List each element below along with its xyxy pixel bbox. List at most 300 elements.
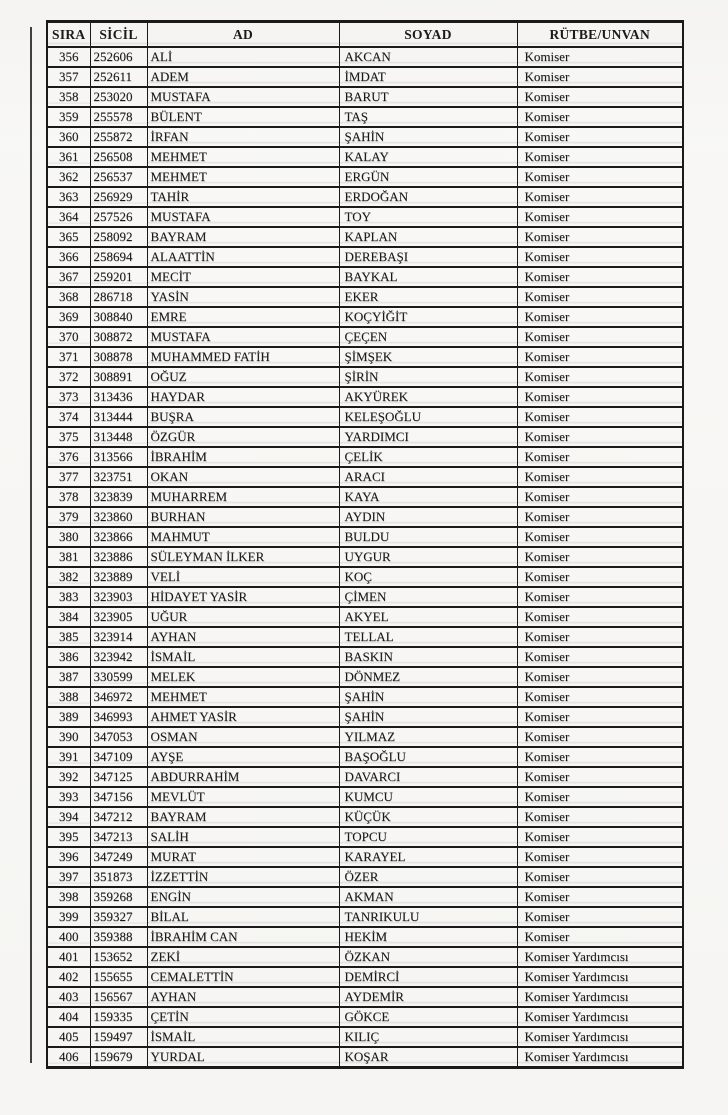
cell-ad: ALAATTİN <box>147 247 339 267</box>
cell-soyad: AKMAN <box>339 887 517 907</box>
cell-rank: Komiser <box>517 107 683 127</box>
cell-soyad: ŞİRİN <box>339 367 517 387</box>
cell-soyad: KOÇYİĞİT <box>339 307 517 327</box>
cell-rank: Komiser Yardımcısı <box>517 1047 683 1068</box>
table-row <box>47 487 683 507</box>
column-header-sira: SIRA <box>47 22 90 48</box>
cell-sicil: 258694 <box>90 247 147 267</box>
cell-soyad: AYDEMİR <box>339 987 517 1007</box>
cell-ad: ABDURRAHİM <box>147 767 339 787</box>
cell-sicil: 313448 <box>90 427 147 447</box>
cell-ad: UĞUR <box>147 607 339 627</box>
cell-sicil: 359388 <box>90 927 147 947</box>
cell-sicil: 308840 <box>90 307 147 327</box>
cell-sicil: 259201 <box>90 267 147 287</box>
cell-sira: 370 <box>47 327 90 347</box>
cell-soyad: ŞAHİN <box>339 687 517 707</box>
cell-rank: Komiser <box>517 207 683 227</box>
cell-soyad: KARAYEL <box>339 847 517 867</box>
cell-rank: Komiser <box>517 147 683 167</box>
cell-soyad: ERDOĞAN <box>339 187 517 207</box>
cell-sira: 373 <box>47 387 90 407</box>
cell-sicil: 159679 <box>90 1047 147 1068</box>
table-row <box>47 567 683 587</box>
cell-ad: MEHMET <box>147 167 339 187</box>
cell-ad: AYŞE <box>147 747 339 767</box>
cell-rank: Komiser <box>517 707 683 727</box>
cell-ad: OKAN <box>147 467 339 487</box>
cell-ad: BUŞRA <box>147 407 339 427</box>
cell-rank: Komiser <box>517 867 683 887</box>
cell-sicil: 323914 <box>90 627 147 647</box>
cell-sicil: 252606 <box>90 47 147 67</box>
table-row <box>47 847 683 867</box>
cell-sicil: 347156 <box>90 787 147 807</box>
cell-rank: Komiser <box>517 247 683 267</box>
cell-sira: 402 <box>47 967 90 987</box>
cell-rank: Komiser <box>517 847 683 867</box>
table-row <box>47 527 683 547</box>
cell-rank: Komiser <box>517 807 683 827</box>
cell-rank: Komiser <box>517 387 683 407</box>
cell-rank: Komiser <box>517 587 683 607</box>
table-row <box>47 367 683 387</box>
table-row <box>47 167 683 187</box>
cell-sicil: 323839 <box>90 487 147 507</box>
table-row <box>47 387 683 407</box>
cell-soyad: ÇİMEN <box>339 587 517 607</box>
cell-ad: BİLAL <box>147 907 339 927</box>
cell-sicil: 347125 <box>90 767 147 787</box>
cell-sira: 396 <box>47 847 90 867</box>
cell-rank: Komiser <box>517 487 683 507</box>
cell-sira: 371 <box>47 347 90 367</box>
cell-rank: Komiser Yardımcısı <box>517 947 683 967</box>
table-row <box>47 867 683 887</box>
cell-rank: Komiser <box>517 687 683 707</box>
cell-rank: Komiser <box>517 607 683 627</box>
cell-soyad: ŞİMŞEK <box>339 347 517 367</box>
cell-rank: Komiser <box>517 507 683 527</box>
cell-soyad: ŞAHİN <box>339 127 517 147</box>
table-row <box>47 507 683 527</box>
table-row <box>47 967 683 987</box>
cell-ad: YASİN <box>147 287 339 307</box>
cell-ad: CEMALETTİN <box>147 967 339 987</box>
table-row <box>47 807 683 827</box>
cell-sicil: 347053 <box>90 727 147 747</box>
cell-soyad: KÜÇÜK <box>339 807 517 827</box>
cell-sicil: 156567 <box>90 987 147 1007</box>
table-row <box>47 947 683 967</box>
cell-soyad: BAYKAL <box>339 267 517 287</box>
cell-sira: 398 <box>47 887 90 907</box>
cell-soyad: YILMAZ <box>339 727 517 747</box>
cell-ad: İBRAHİM <box>147 447 339 467</box>
cell-sicil: 253020 <box>90 87 147 107</box>
cell-sira: 362 <box>47 167 90 187</box>
cell-ad: MUSTAFA <box>147 327 339 347</box>
cell-sira: 378 <box>47 487 90 507</box>
table-row <box>47 707 683 727</box>
cell-soyad: DÖNMEZ <box>339 667 517 687</box>
table-body <box>47 47 683 1068</box>
cell-ad: TAHİR <box>147 187 339 207</box>
cell-ad: YURDAL <box>147 1047 339 1068</box>
cell-sicil: 323903 <box>90 587 147 607</box>
cell-sira: 356 <box>47 47 90 67</box>
cell-sicil: 308872 <box>90 327 147 347</box>
table-row <box>47 327 683 347</box>
cell-rank: Komiser <box>517 127 683 147</box>
table-row <box>47 107 683 127</box>
cell-ad: İZZETTİN <box>147 867 339 887</box>
cell-rank: Komiser Yardımcısı <box>517 1027 683 1047</box>
cell-rank: Komiser <box>517 307 683 327</box>
cell-soyad: TANRIKULU <box>339 907 517 927</box>
cell-soyad: ŞAHİN <box>339 707 517 727</box>
cell-sira: 392 <box>47 767 90 787</box>
cell-sira: 403 <box>47 987 90 1007</box>
cell-sira: 382 <box>47 567 90 587</box>
cell-ad: BURHAN <box>147 507 339 527</box>
cell-ad: MAHMUT <box>147 527 339 547</box>
table-row <box>47 147 683 167</box>
cell-rank: Komiser <box>517 287 683 307</box>
cell-sicil: 286718 <box>90 287 147 307</box>
cell-soyad: DAVARCI <box>339 767 517 787</box>
table-row <box>47 87 683 107</box>
cell-soyad: TELLAL <box>339 627 517 647</box>
cell-rank: Komiser <box>517 347 683 367</box>
cell-soyad: KILIÇ <box>339 1027 517 1047</box>
cell-sira: 376 <box>47 447 90 467</box>
cell-sira: 391 <box>47 747 90 767</box>
table-row <box>47 1007 683 1027</box>
table-row <box>47 907 683 927</box>
table-row <box>47 1047 683 1068</box>
cell-ad: MECİT <box>147 267 339 287</box>
cell-sicil: 347109 <box>90 747 147 767</box>
cell-soyad: HEKİM <box>339 927 517 947</box>
cell-sicil: 153652 <box>90 947 147 967</box>
cell-rank: Komiser <box>517 327 683 347</box>
cell-ad: MEHMET <box>147 147 339 167</box>
cell-sicil: 323905 <box>90 607 147 627</box>
cell-sicil: 359268 <box>90 887 147 907</box>
cell-sira: 375 <box>47 427 90 447</box>
cell-sira: 357 <box>47 67 90 87</box>
table-row <box>47 767 683 787</box>
cell-ad: MEHMET <box>147 687 339 707</box>
cell-rank: Komiser <box>517 87 683 107</box>
scan-edge-artifact-line <box>30 27 32 1063</box>
cell-sicil: 359327 <box>90 907 147 927</box>
cell-sicil: 323889 <box>90 567 147 587</box>
cell-sira: 385 <box>47 627 90 647</box>
table-row <box>47 747 683 767</box>
cell-sicil: 323751 <box>90 467 147 487</box>
cell-sira: 372 <box>47 367 90 387</box>
table-row <box>47 447 683 467</box>
cell-soyad: KAPLAN <box>339 227 517 247</box>
cell-rank: Komiser Yardımcısı <box>517 1007 683 1027</box>
personnel-table <box>46 20 684 1069</box>
cell-rank: Komiser <box>517 767 683 787</box>
cell-rank: Komiser <box>517 627 683 647</box>
cell-rank: Komiser <box>517 187 683 207</box>
cell-soyad: ARACI <box>339 467 517 487</box>
cell-rank: Komiser <box>517 267 683 287</box>
cell-ad: SALİH <box>147 827 339 847</box>
cell-sicil: 159497 <box>90 1027 147 1047</box>
cell-soyad: ÖZKAN <box>339 947 517 967</box>
cell-soyad: BAŞOĞLU <box>339 747 517 767</box>
table-row <box>47 407 683 427</box>
cell-rank: Komiser <box>517 47 683 67</box>
cell-soyad: KELEŞOĞLU <box>339 407 517 427</box>
table-row <box>47 307 683 327</box>
cell-sicil: 323886 <box>90 547 147 567</box>
table-row <box>47 47 683 67</box>
cell-sira: 381 <box>47 547 90 567</box>
cell-soyad: DEREBAŞI <box>339 247 517 267</box>
cell-ad: AHMET YASİR <box>147 707 339 727</box>
column-header-soyad: SOYAD <box>339 22 517 48</box>
table-row <box>47 247 683 267</box>
cell-sira: 358 <box>47 87 90 107</box>
cell-sira: 374 <box>47 407 90 427</box>
cell-soyad: ÇEÇEN <box>339 327 517 347</box>
cell-soyad: AKCAN <box>339 47 517 67</box>
cell-sira: 380 <box>47 527 90 547</box>
cell-sira: 388 <box>47 687 90 707</box>
cell-soyad: KOŞAR <box>339 1047 517 1068</box>
cell-ad: ENGİN <box>147 887 339 907</box>
cell-sicil: 347249 <box>90 847 147 867</box>
cell-soyad: İMDAT <box>339 67 517 87</box>
cell-ad: MUHAMMED FATİH <box>147 347 339 367</box>
cell-soyad: KAYA <box>339 487 517 507</box>
cell-sira: 387 <box>47 667 90 687</box>
cell-rank: Komiser <box>517 227 683 247</box>
cell-rank: Komiser <box>517 427 683 447</box>
cell-sira: 360 <box>47 127 90 147</box>
cell-soyad: ERGÜN <box>339 167 517 187</box>
cell-sira: 366 <box>47 247 90 267</box>
cell-sicil: 255872 <box>90 127 147 147</box>
cell-ad: AYHAN <box>147 627 339 647</box>
column-header-rutbe: RÜTBE/UNVAN <box>517 22 683 48</box>
table-row <box>47 267 683 287</box>
cell-sira: 397 <box>47 867 90 887</box>
cell-sira: 406 <box>47 1047 90 1068</box>
cell-ad: MUSTAFA <box>147 87 339 107</box>
cell-rank: Komiser <box>517 467 683 487</box>
cell-rank: Komiser <box>517 907 683 927</box>
table-row <box>47 607 683 627</box>
cell-rank: Komiser <box>517 67 683 87</box>
cell-sira: 404 <box>47 1007 90 1027</box>
table-row <box>47 787 683 807</box>
cell-rank: Komiser <box>517 887 683 907</box>
cell-sira: 395 <box>47 827 90 847</box>
cell-sira: 405 <box>47 1027 90 1047</box>
cell-rank: Komiser <box>517 827 683 847</box>
cell-sicil: 346993 <box>90 707 147 727</box>
cell-sira: 399 <box>47 907 90 927</box>
cell-sira: 383 <box>47 587 90 607</box>
cell-sicil: 256508 <box>90 147 147 167</box>
cell-rank: Komiser <box>517 727 683 747</box>
cell-sicil: 308878 <box>90 347 147 367</box>
table-row <box>47 227 683 247</box>
cell-sicil: 313566 <box>90 447 147 467</box>
cell-sira: 379 <box>47 507 90 527</box>
cell-ad: İSMAİL <box>147 647 339 667</box>
column-header-ad: AD <box>147 22 339 48</box>
cell-sicil: 155655 <box>90 967 147 987</box>
cell-sicil: 308891 <box>90 367 147 387</box>
table-row <box>47 347 683 367</box>
cell-ad: VELİ <box>147 567 339 587</box>
cell-rank: Komiser <box>517 667 683 687</box>
cell-sira: 390 <box>47 727 90 747</box>
cell-sicil: 258092 <box>90 227 147 247</box>
cell-sira: 365 <box>47 227 90 247</box>
cell-rank: Komiser <box>517 647 683 667</box>
cell-ad: İSMAİL <box>147 1027 339 1047</box>
cell-sicil: 252611 <box>90 67 147 87</box>
cell-ad: BÜLENT <box>147 107 339 127</box>
cell-sicil: 255578 <box>90 107 147 127</box>
cell-sicil: 313436 <box>90 387 147 407</box>
cell-ad: MEVLÜT <box>147 787 339 807</box>
cell-sicil: 256929 <box>90 187 147 207</box>
cell-sicil: 323942 <box>90 647 147 667</box>
cell-rank: Komiser <box>517 167 683 187</box>
cell-sicil: 256537 <box>90 167 147 187</box>
cell-sira: 368 <box>47 287 90 307</box>
cell-rank: Komiser <box>517 787 683 807</box>
cell-ad: SÜLEYMAN İLKER <box>147 547 339 567</box>
cell-ad: MELEK <box>147 667 339 687</box>
cell-sicil: 323866 <box>90 527 147 547</box>
cell-soyad: KOÇ <box>339 567 517 587</box>
cell-rank: Komiser Yardımcısı <box>517 967 683 987</box>
cell-rank: Komiser <box>517 527 683 547</box>
cell-ad: ÇETİN <box>147 1007 339 1027</box>
cell-ad: ÖZGÜR <box>147 427 339 447</box>
cell-sira: 359 <box>47 107 90 127</box>
table-row <box>47 127 683 147</box>
cell-sicil: 313444 <box>90 407 147 427</box>
cell-ad: OĞUZ <box>147 367 339 387</box>
cell-soyad: EKER <box>339 287 517 307</box>
cell-soyad: KALAY <box>339 147 517 167</box>
cell-sira: 389 <box>47 707 90 727</box>
cell-sira: 363 <box>47 187 90 207</box>
cell-soyad: UYGUR <box>339 547 517 567</box>
cell-ad: AYHAN <box>147 987 339 1007</box>
cell-sicil: 257526 <box>90 207 147 227</box>
cell-soyad: ÖZER <box>339 867 517 887</box>
cell-soyad: AKYÜREK <box>339 387 517 407</box>
cell-sira: 364 <box>47 207 90 227</box>
cell-rank: Komiser <box>517 447 683 467</box>
cell-sira: 369 <box>47 307 90 327</box>
cell-sira: 361 <box>47 147 90 167</box>
cell-soyad: TOY <box>339 207 517 227</box>
column-header-sicil: SİCİL <box>90 22 147 48</box>
cell-sira: 393 <box>47 787 90 807</box>
cell-sira: 394 <box>47 807 90 827</box>
table-row <box>47 647 683 667</box>
cell-sira: 377 <box>47 467 90 487</box>
cell-sira: 386 <box>47 647 90 667</box>
table-row <box>47 927 683 947</box>
table-row <box>47 587 683 607</box>
cell-soyad: YARDIMCI <box>339 427 517 447</box>
cell-soyad: ÇELİK <box>339 447 517 467</box>
cell-ad: İRFAN <box>147 127 339 147</box>
cell-ad: ZEKİ <box>147 947 339 967</box>
cell-ad: MUHARREM <box>147 487 339 507</box>
table-row <box>47 287 683 307</box>
table-row <box>47 467 683 487</box>
cell-sira: 367 <box>47 267 90 287</box>
cell-ad: MURAT <box>147 847 339 867</box>
table-row <box>47 187 683 207</box>
cell-soyad: BARUT <box>339 87 517 107</box>
table-row <box>47 727 683 747</box>
cell-soyad: GÖKCE <box>339 1007 517 1027</box>
cell-sira: 384 <box>47 607 90 627</box>
cell-sicil: 347212 <box>90 807 147 827</box>
table-row <box>47 887 683 907</box>
cell-soyad: BULDU <box>339 527 517 547</box>
table-row <box>47 987 683 1007</box>
cell-sicil: 323860 <box>90 507 147 527</box>
table-row <box>47 427 683 447</box>
table-row <box>47 687 683 707</box>
cell-soyad: AYDIN <box>339 507 517 527</box>
cell-soyad: AKYEL <box>339 607 517 627</box>
cell-ad: HİDAYET YASİR <box>147 587 339 607</box>
cell-ad: BAYRAM <box>147 807 339 827</box>
cell-rank: Komiser <box>517 747 683 767</box>
table-row <box>47 667 683 687</box>
cell-soyad: KUMCU <box>339 787 517 807</box>
cell-sira: 401 <box>47 947 90 967</box>
cell-sicil: 159335 <box>90 1007 147 1027</box>
cell-rank: Komiser Yardımcısı <box>517 987 683 1007</box>
cell-soyad: TAŞ <box>339 107 517 127</box>
cell-ad: ADEM <box>147 67 339 87</box>
cell-rank: Komiser <box>517 407 683 427</box>
cell-ad: HAYDAR <box>147 387 339 407</box>
cell-rank: Komiser <box>517 547 683 567</box>
cell-rank: Komiser <box>517 927 683 947</box>
cell-soyad: DEMİRCİ <box>339 967 517 987</box>
table-row <box>47 207 683 227</box>
cell-ad: OSMAN <box>147 727 339 747</box>
table-row <box>47 547 683 567</box>
table-row <box>47 1027 683 1047</box>
cell-ad: EMRE <box>147 307 339 327</box>
table-row <box>47 67 683 87</box>
cell-sicil: 351873 <box>90 867 147 887</box>
